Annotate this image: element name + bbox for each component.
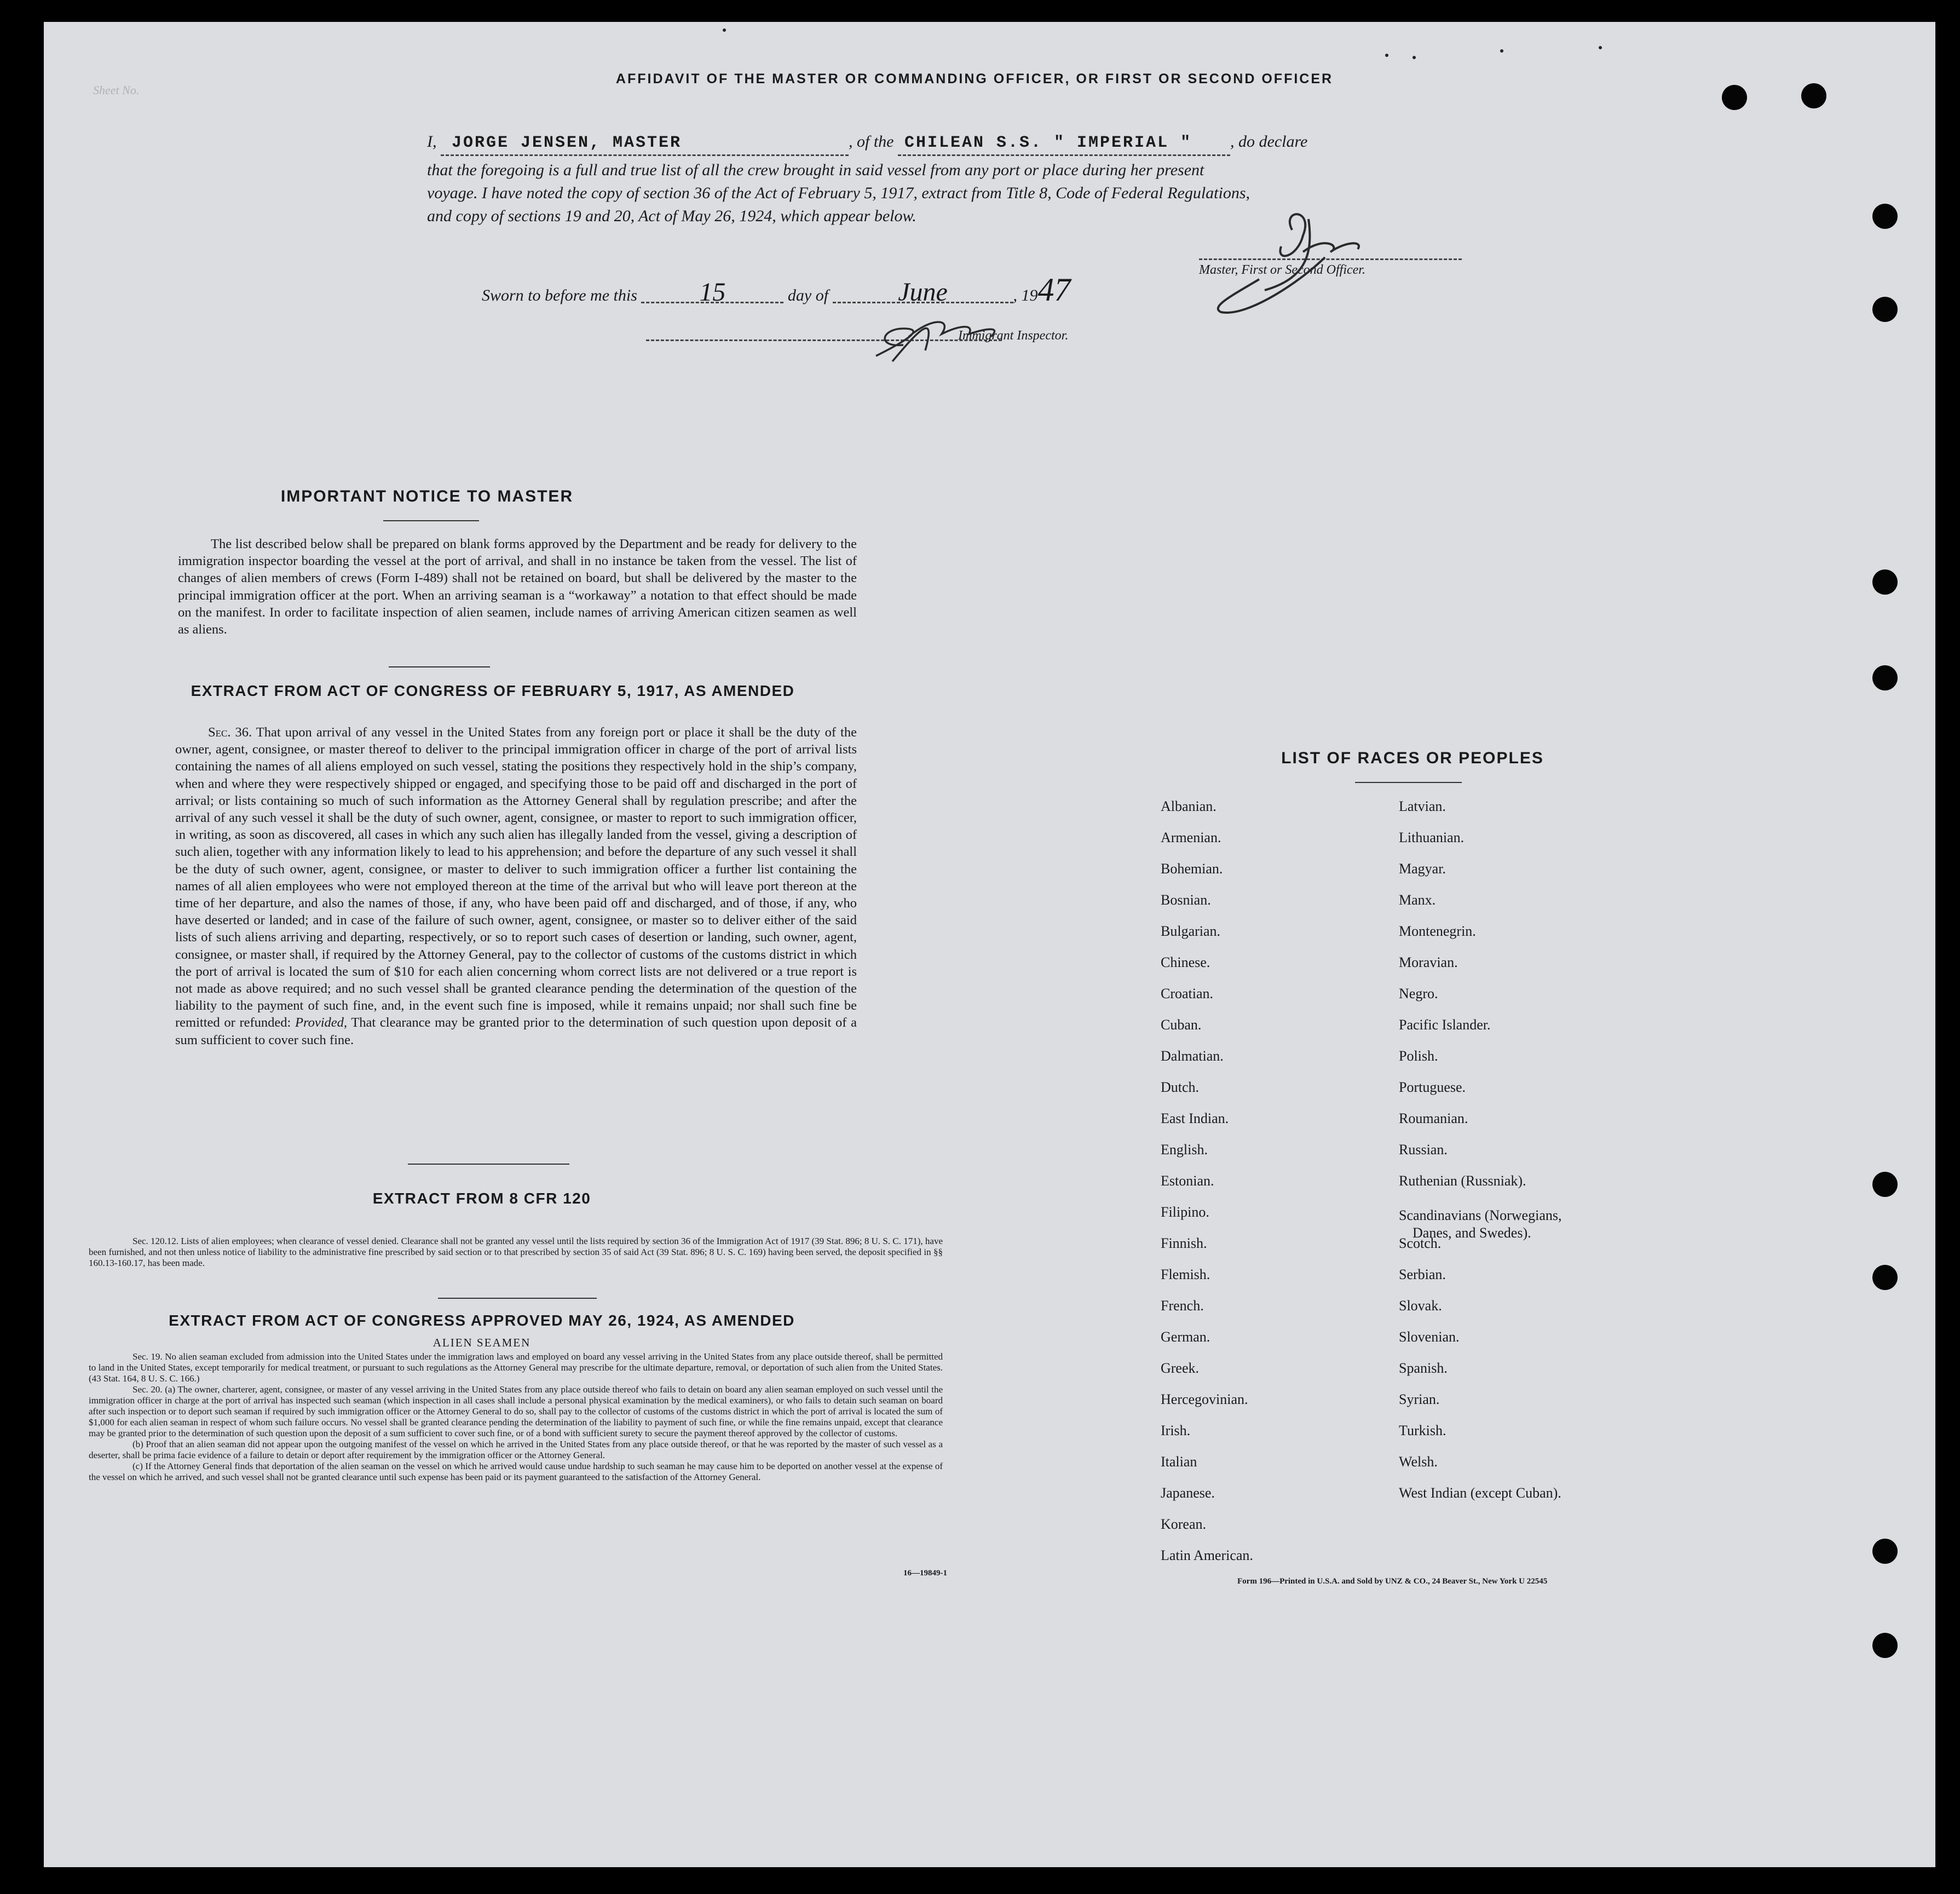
inspector-label: Immigrant Inspector. bbox=[958, 329, 1069, 343]
race-item: West Indian (except Cuban). bbox=[1399, 1485, 1561, 1501]
act-1924-body bbox=[89, 1351, 943, 1483]
affidavit-line-3: voyage. I have noted the copy of section 36 of the Act of February 5, 1917, extract from Title 8, Code of Federal Regulations, bbox=[427, 184, 1250, 202]
punch-hole bbox=[1801, 83, 1826, 108]
race-item: Montenegrin. bbox=[1399, 923, 1476, 939]
divider bbox=[383, 520, 479, 521]
race-item: Greek. bbox=[1161, 1360, 1200, 1376]
sworn-day-value: 15 bbox=[699, 278, 726, 307]
master-name-value: JORGE JENSEN, MASTER bbox=[452, 134, 682, 152]
race-item: Cuban. bbox=[1161, 1017, 1202, 1033]
race-item: Welsh. bbox=[1399, 1454, 1438, 1470]
punch-hole bbox=[1872, 569, 1898, 595]
race-item: East Indian. bbox=[1161, 1110, 1229, 1126]
sec-20-b: (b) Proof that an alien seaman did not appear upon the outgoing manifest of the vessel on which he arrived in the United States from any place outside thereof, or that he was reported by the master of such vessel as a deserter, shall be prima facie evidence of a failure to detain or deport after requirement by the immigration officer or the Attorney General. bbox=[89, 1439, 943, 1460]
race-item: Filipino. bbox=[1161, 1204, 1209, 1220]
race-item: Lithuanian. bbox=[1399, 830, 1465, 845]
race-item: Estonian. bbox=[1161, 1173, 1214, 1189]
sec-20-a: Sec. 20. (a) The owner, charterer, agent, consignee, or master of any vessel arriving in the United States from any place outside thereof who fails to detain on board any alien seaman employed on such vessel until the immigration officer in charge at the port of arrival has inspected such seaman (which inspection in all cases shall include a personal physical examination by the medical examiners), or who fails to detain such seaman on board after such inspection or to deport such seaman if required by such immigration officer or the Attorney General to do so, shall pay to the collector of customs of the customs district in which the port of arrival is located the sum of $1,000 for each alien seaman in respect of whom such failure occurs. No vessel shall be granted clearance pending the determination of the liability to payment of such fine, or while the fine remains unpaid, except that clearance may be granted prior to the determination of such question upon the deposit of a sum sufficient to cover such fine, or of a bond with sufficient surety to secure the payment thereof approved by the collector of customs. bbox=[89, 1384, 943, 1438]
race-item: Irish. bbox=[1161, 1423, 1191, 1438]
affidavit-title: AFFIDAVIT OF THE MASTER OR COMMANDING OFFICER, OR FIRST OR SECOND OFFICER bbox=[615, 71, 1334, 87]
race-item: Bohemian. bbox=[1161, 861, 1223, 877]
race-item: Italian bbox=[1161, 1454, 1197, 1470]
speck bbox=[1385, 54, 1388, 57]
race-item: Serbian. bbox=[1399, 1266, 1446, 1282]
affidavit-pre: I, bbox=[427, 133, 437, 151]
punch-hole bbox=[1872, 297, 1898, 322]
race-item: Spanish. bbox=[1399, 1360, 1448, 1376]
race-item: Korean. bbox=[1161, 1516, 1207, 1532]
race-item: Finnish. bbox=[1161, 1235, 1207, 1251]
divider bbox=[408, 1164, 569, 1165]
form-note: Form 196—Printed in U.S.A. and Sold by UNZ & CO., 24 Beaver St., New York U 22545 bbox=[1237, 1577, 1548, 1586]
margin-note: Sheet No. bbox=[93, 83, 140, 97]
race-item: Danes, and Swedes). bbox=[1413, 1225, 1531, 1241]
punch-hole bbox=[1722, 85, 1747, 110]
master-signature bbox=[1199, 197, 1418, 329]
master-label: Master, First or Second Officer. bbox=[1199, 263, 1365, 277]
race-item: Chinese. bbox=[1161, 954, 1210, 970]
race-item: Syrian. bbox=[1399, 1391, 1440, 1407]
sec-36-text-a: That upon arrival of any vessel in the United States from any foreign port or place it shall be the duty of the owner, agent, consignee, or master thereof to deliver to the principal immigration officer in charge of the port of arrival lists containing the names of all aliens employed on such vessel, stating the positions they respectively hold in the ship’s company, when and where they were respectively shipped or engaged, and specifying those to be paid off and discharged in the port of arrival; or lists containing so much of such information as the Attorney General shall by regulation prescribe; and after the arrival of any such vessel it shall be the duty of such owner, agent, consignee, or master to report to such immigration officer, in writing, as soon as discovered, all cases in which any such alien has illegally landed from the vessel, giving a description of such alien, together with any information likely to lead to his apprehension; and before the departure of any such vessel it shall be the duty of such owner, agent, consignee, or master to deliver to such immigration officer a further list containing the names of all alien employees who were not employed thereon at the time of the arrival but who will leave port thereon at the time of her departure, and also the names of those, if any, who have been paid off and discharged, and of those, if any, who have deserted or landed; and in case of the failure of such owner, agent, consignee, or master so to deliver either of the said lists of such aliens arriving and departing, respectively, or so to report such cases of desertion or landing, such owner, agent, consignee, or master shall, if required by the Attorney General, pay to the collector of customs of the customs district in which the port of arrival is located the sum of $10 for each alien concerning whom correct lists are not delivered or a true report is not made as above required; and no such vessel shall be granted clearance pending the determination of the question of the liability to the payment of such fine, and, in the event such fine is imposed, while it remains unpaid; nor shall such fine be remitted or refunded: bbox=[175, 725, 857, 1031]
sworn-year-value: 47 bbox=[1037, 272, 1071, 308]
sec-36-provided: Provided, bbox=[295, 1015, 348, 1031]
notice-body: The list described below shall be prepared on blank forms approved by the Department and be ready for delivery to the immigration inspector boarding the vessel at the port of arrival, and shall in no instance be taken from the vessel. The list of changes of alien members of crews (Form I-489) shall not be retained on board, but shall be delivered by the master to the principal immigration officer at the port. When an arriving seaman is a “workaway” a notation to that effect should be made on the manifest. In order to facilitate inspection of alien seamen, include names of arriving American citizen seamen as well as aliens. bbox=[178, 537, 857, 637]
affidavit-post: , do declare bbox=[1230, 133, 1308, 151]
race-item: Albanian. bbox=[1161, 798, 1217, 814]
alien-seamen-subtitle: ALIEN SEAMEN bbox=[433, 1336, 531, 1349]
race-item: Armenian. bbox=[1161, 830, 1221, 845]
sworn-pre: Sworn to before me this bbox=[482, 286, 637, 304]
race-item: Bulgarian. bbox=[1161, 923, 1221, 939]
cfr-title: EXTRACT FROM 8 CFR 120 bbox=[372, 1190, 591, 1207]
race-item: Flemish. bbox=[1161, 1266, 1210, 1282]
punch-hole bbox=[1872, 1265, 1898, 1290]
race-item: English. bbox=[1161, 1142, 1208, 1158]
affidavit-line-2: that the foregoing is a full and true list of all the crew brought in said vessel from any port or place during her present bbox=[427, 161, 1204, 179]
race-item: Bosnian. bbox=[1161, 892, 1211, 908]
race-item: Russian. bbox=[1399, 1142, 1448, 1158]
race-item: Roumanian. bbox=[1399, 1110, 1468, 1126]
race-item: Negro. bbox=[1399, 986, 1438, 1001]
affidavit-line-1 bbox=[427, 130, 1527, 156]
notice-title: IMPORTANT NOTICE TO MASTER bbox=[280, 487, 574, 505]
sec-36-body bbox=[175, 724, 857, 1049]
sworn-month-value: June bbox=[898, 278, 948, 307]
race-item: Dutch. bbox=[1161, 1079, 1200, 1095]
race-item: French. bbox=[1161, 1298, 1204, 1314]
race-item: Polish. bbox=[1399, 1048, 1438, 1064]
race-item: Turkish. bbox=[1399, 1423, 1446, 1438]
race-item: Slovak. bbox=[1399, 1298, 1442, 1314]
speck bbox=[1500, 49, 1503, 53]
cfr-body: Sec. 120.12. Lists of alien employees; when clearance of vessel denied. Clearance shall not be granted any vessel until the lists required by section 36 of the Immigration Act of 1917 (39 Stat. 896; 8 U. S. C. 171), have been furnished, and not then unless notice of liability to the administrative fine prescribed by said section or to that prescribed by section 35 of said Act (39 Stat. 896; 8 U. S. C. 169) having been served, the deposit specified in §§ 160.13-160.17, has been made. bbox=[89, 1236, 943, 1268]
document-sheet bbox=[44, 22, 1935, 1867]
affidavit-line-4: and copy of sections 19 and 20, Act of May 26, 1924, which appear below. bbox=[427, 207, 916, 225]
race-item: Japanese. bbox=[1161, 1485, 1215, 1501]
form-number: 16—19849-1 bbox=[903, 1569, 947, 1578]
extract-1917-title: EXTRACT FROM ACT OF CONGRESS OF FEBRUARY 5, 1917, AS AMENDED bbox=[191, 682, 795, 699]
race-item: German. bbox=[1161, 1329, 1210, 1345]
affidavit-of-the: , of the bbox=[849, 133, 894, 151]
speck bbox=[723, 28, 726, 32]
race-item: Hercegovinian. bbox=[1161, 1391, 1248, 1407]
race-item: Croatian. bbox=[1161, 986, 1214, 1001]
punch-hole bbox=[1872, 1172, 1898, 1197]
sworn-day-label: day of bbox=[787, 286, 829, 304]
race-item: Manx. bbox=[1399, 892, 1436, 908]
inspector-signature bbox=[843, 296, 1051, 367]
punch-hole bbox=[1872, 1633, 1898, 1658]
race-item: Portuguese. bbox=[1399, 1079, 1466, 1095]
divider bbox=[1355, 782, 1462, 783]
sec-19: Sec. 19. No alien seaman excluded from admission into the United States under the immigration laws and employed on board any vessel arriving in the United States from any place outside thereof, shall be permitted to land in the United States, except temporarily for medical treatment, or pursuant to such regulations as the Attorney General may prescribe for the ultimate departure, removal, or deportation of such alien from the United States. (43 Stat. 164, 8 U. S. C. 166.) bbox=[89, 1351, 943, 1384]
speck bbox=[1599, 46, 1602, 49]
divider bbox=[389, 666, 490, 667]
sec-20-c: (c) If the Attorney General finds that deportation of the alien seaman on the vessel on which he arrived would cause undue hardship to such seaman he may cause him to be deported on another vessel at the expense of the vessel on which he arrived, and such vessel shall not be granted clearance until such expense has been paid or its payment guaranteed to the satisfaction of the Attorney General. bbox=[89, 1461, 943, 1482]
punch-hole bbox=[1872, 1539, 1898, 1564]
race-item: Latvian. bbox=[1399, 798, 1446, 814]
race-item: Latin American. bbox=[1161, 1547, 1253, 1563]
race-item: Scandinavians (Norwegians, bbox=[1399, 1207, 1562, 1223]
sworn-year-prefix: , 19 bbox=[1013, 286, 1038, 304]
race-item: Magyar. bbox=[1399, 861, 1446, 877]
sec-36-label: Sec. 36. bbox=[208, 725, 252, 740]
vessel-name-value: CHILEAN S.S. " IMPERIAL " bbox=[904, 134, 1192, 152]
race-item: Pacific Islander. bbox=[1399, 1017, 1491, 1033]
punch-hole bbox=[1872, 665, 1898, 690]
race-item: Moravian. bbox=[1399, 954, 1458, 970]
race-item: Ruthenian (Russniak). bbox=[1399, 1173, 1526, 1189]
races-title: LIST OF RACES OR PEOPLES bbox=[1281, 749, 1544, 767]
speck bbox=[1413, 56, 1416, 59]
divider bbox=[438, 1298, 597, 1299]
extract-1924-title: EXTRACT FROM ACT OF CONGRESS APPROVED MAY 26, 1924, AS AMENDED bbox=[169, 1312, 795, 1329]
race-item: Dalmatian. bbox=[1161, 1048, 1224, 1064]
punch-hole bbox=[1872, 204, 1898, 229]
race-item: Scotch. bbox=[1399, 1235, 1442, 1251]
race-item: Slovenian. bbox=[1399, 1329, 1460, 1345]
sec-36-text-b: That clearance may be granted prior to the determination of such question upon deposit of a sum sufficient to cover such fine. bbox=[175, 1015, 857, 1047]
